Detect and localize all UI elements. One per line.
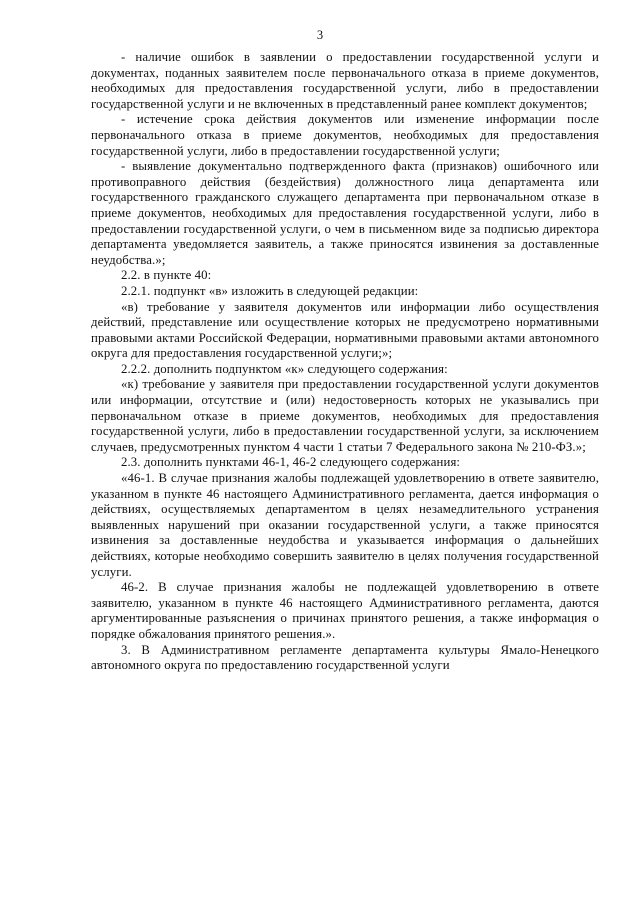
paragraph-item-2-3: 2.3. дополнить пунктами 46-1, 46-2 следующего содержания: [121, 455, 461, 470]
paragraph-unlawful-action: - выявление документально подтвержденного факта (признаков) ошибочного или противоправного действия (бездействия) должностного лица департамента или государственного гражданского служащего департамента при первоначальном отказе в приеме документов, необходимых для предоставления государственной услуги, либо в предоставлении государственной услуги, о чем в письменном виде за подписью директора департамента уведомляется заявитель, а также приносятся извинения за доставленные неудобства.»; [91, 159, 599, 267]
document-body [91, 50, 599, 674]
paragraph-item-3: 3. В Административном регламенте департамента культуры Ямало-Ненецкого автономного округа по предоставлению государственной услуги [91, 642, 599, 673]
paragraph-errors-in-application: - наличие ошибок в заявлении о предоставлении государственной услуги и документах, поданных заявителем после первоначального отказа в приеме документов, необходимых для предоставления государственной услуги, либо в предоставлении государственной услуги и не включенных в представленный ранее комплект документов; [91, 50, 599, 111]
paragraph-item-2-2-1: 2.2.1. подпункт «в» изложить в следующей редакции: [121, 283, 419, 298]
paragraph-subitem-k: «к) требование у заявителя при предоставлении государственной услуги документов или информации, отсутствие и (или) недостоверность которых не указывались при первоначальном отказе в приеме документов, необходимых для предоставления государственной услуги, либо в предоставлении государственной услуги, за исключением случаев, предусмотренных пунктом 4 части 1 статьи 7 Федерального закона № 210-ФЗ.»; [91, 377, 599, 454]
page-number: 3 [316, 28, 324, 42]
paragraph-46-1: «46-1. В случае признания жалобы подлежащей удовлетворению в ответе заявителю, указанном в пункте 46 настоящего Административного регламента, дается информация о действиях, осуществляемых департаментом в целях незамедлительного устранения выявленных нарушений при оказании государственной услуги, а также приносятся извинения за доставленные неудобства и указывается информация о дальнейших действиях, которые необходимо совершить заявителю в целях получения государственной услуги. [91, 471, 599, 579]
paragraph-46-2: 46-2. В случае признания жалобы не подлежащей удовлетворению в ответе заявителю, указанном в пункте 46 настоящего Административного регламента, даются аргументированные разъяснения о причинах принятого решения, а также информация о порядке обжалования принятого решения.». [91, 580, 599, 641]
paragraph-subitem-v: «в) требование у заявителя документов или информации либо осуществления действий, представление или осуществление которых не предусмотрено нормативными правовыми актами Российской Федерации, нормативными правовыми актами автономного округа для предоставления государственной услуги;»; [91, 299, 599, 361]
paragraph-item-2-2-2: 2.2.2. дополнить подпунктом «к» следующего содержания: [121, 361, 448, 376]
paragraph-item-2-2: 2.2. в пункте 40: [121, 268, 212, 283]
paragraph-expiry-of-documents: - истечение срока действия документов или изменение информации после первоначального отказа в приеме документов, необходимых для предоставления государственной услуги, либо в предоставлении государственной услуги; [91, 112, 599, 158]
